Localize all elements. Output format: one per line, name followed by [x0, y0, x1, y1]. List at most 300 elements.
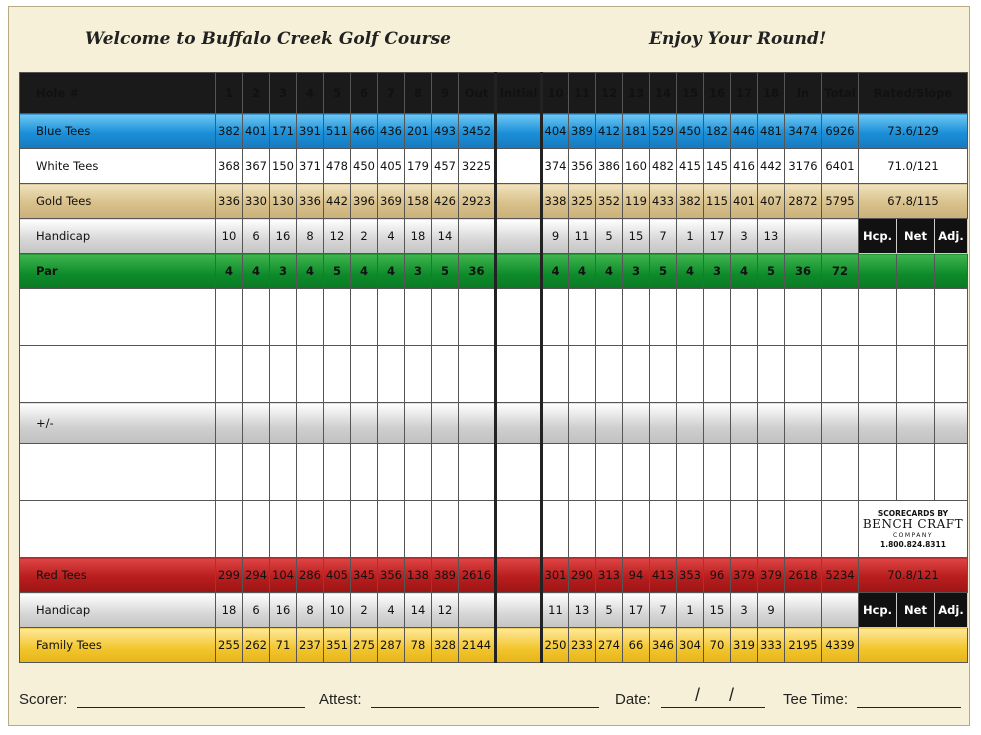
- score-cell[interactable]: [351, 289, 378, 346]
- score-cell[interactable]: [405, 444, 432, 501]
- tee-time-line[interactable]: [857, 707, 961, 708]
- score-cell[interactable]: [405, 501, 432, 558]
- gold-tees-row: [20, 184, 968, 219]
- welcome-title: Welcome to Buffalo Creek Golf Course: [85, 29, 451, 49]
- front-value: 345: [351, 558, 378, 593]
- score-cell[interactable]: [542, 289, 569, 346]
- score-cell[interactable]: [935, 289, 968, 346]
- score-cell[interactable]: [859, 403, 897, 444]
- score-cell[interactable]: [935, 346, 968, 403]
- tee-time-label: Tee Time:: [783, 691, 849, 708]
- plus-minus-row: [20, 403, 968, 444]
- front-value: 3: [405, 254, 432, 289]
- score-cell[interactable]: [432, 444, 459, 501]
- back-value: 13: [569, 593, 596, 628]
- back-value: 181: [623, 114, 650, 149]
- hole-number: 16: [704, 73, 731, 114]
- hole-number: 14: [650, 73, 677, 114]
- total-value: 5795: [822, 184, 859, 219]
- score-cell[interactable]: [677, 501, 704, 558]
- score-cell[interactable]: [243, 501, 270, 558]
- back-value: 1: [677, 219, 704, 254]
- score-cell[interactable]: [859, 289, 897, 346]
- scorer-label: Scorer:: [19, 691, 68, 708]
- score-cell[interactable]: [897, 254, 935, 289]
- front-value: 3: [270, 254, 297, 289]
- front-value: 138: [405, 558, 432, 593]
- back-value: 407: [758, 184, 785, 219]
- adj-box: Adj.: [935, 593, 968, 628]
- score-cell[interactable]: [650, 444, 677, 501]
- front-value: 130: [270, 184, 297, 219]
- player-name-cell[interactable]: [20, 289, 216, 346]
- in-value: [785, 219, 822, 254]
- score-cell[interactable]: [758, 289, 785, 346]
- front-value: 4: [216, 254, 243, 289]
- score-cell[interactable]: [596, 501, 623, 558]
- total-score-cell[interactable]: [822, 289, 859, 346]
- back-value: 386: [596, 149, 623, 184]
- row-label: Gold Tees: [20, 184, 216, 219]
- back-value: 119: [623, 184, 650, 219]
- hole-label: Hole #: [20, 73, 216, 114]
- score-cell[interactable]: [324, 289, 351, 346]
- out-score-cell[interactable]: [459, 403, 496, 444]
- initial-cell[interactable]: [496, 254, 542, 289]
- score-cell[interactable]: [704, 289, 731, 346]
- player-name-cell[interactable]: [20, 501, 216, 558]
- score-cell[interactable]: [270, 501, 297, 558]
- score-cell[interactable]: [270, 403, 297, 444]
- score-cell[interactable]: [758, 403, 785, 444]
- score-cell[interactable]: [542, 403, 569, 444]
- score-cell[interactable]: [731, 501, 758, 558]
- score-cell[interactable]: [650, 346, 677, 403]
- adj-box: Adj.: [935, 219, 968, 254]
- handicap-row: [20, 219, 968, 254]
- scorecard: [8, 6, 970, 726]
- score-cell[interactable]: [405, 346, 432, 403]
- score-cell[interactable]: [677, 289, 704, 346]
- out-score-cell[interactable]: [459, 289, 496, 346]
- back-value: 15: [704, 593, 731, 628]
- hole-number: 15: [677, 73, 704, 114]
- front-value: 389: [432, 558, 459, 593]
- score-cell[interactable]: [270, 444, 297, 501]
- front-value: 201: [405, 114, 432, 149]
- hole-number-row: [20, 73, 968, 114]
- back-value: 325: [569, 184, 596, 219]
- front-value: 18: [405, 219, 432, 254]
- score-cell[interactable]: [270, 289, 297, 346]
- initial-cell[interactable]: [496, 444, 542, 501]
- score-cell[interactable]: [859, 254, 897, 289]
- score-cell[interactable]: [897, 346, 935, 403]
- back-value: 3: [731, 219, 758, 254]
- initial-cell[interactable]: [496, 219, 542, 254]
- total-value: 4339: [822, 628, 859, 663]
- score-cell[interactable]: [243, 289, 270, 346]
- date-slash-2: /: [729, 685, 735, 705]
- score-cell[interactable]: [297, 403, 324, 444]
- initial-cell[interactable]: [496, 184, 542, 219]
- score-cell[interactable]: [859, 346, 897, 403]
- total-score-cell[interactable]: [822, 403, 859, 444]
- score-cell[interactable]: [243, 444, 270, 501]
- score-cell[interactable]: [216, 403, 243, 444]
- attest-line[interactable]: [371, 707, 599, 708]
- score-cell[interactable]: [704, 501, 731, 558]
- score-cell[interactable]: [569, 403, 596, 444]
- score-cell[interactable]: [378, 444, 405, 501]
- back-value: 301: [542, 558, 569, 593]
- white-tees-row: [20, 149, 968, 184]
- score-cell[interactable]: [731, 403, 758, 444]
- score-cell[interactable]: [897, 289, 935, 346]
- front-value: 4: [351, 254, 378, 289]
- out-value: 3225: [459, 149, 496, 184]
- promo-line-3: COMPANY: [892, 532, 934, 539]
- score-cell[interactable]: [569, 444, 596, 501]
- back-value: 389: [569, 114, 596, 149]
- hole-number: 10: [542, 73, 569, 114]
- date-label: Date:: [615, 691, 651, 708]
- front-value: 336: [216, 184, 243, 219]
- score-cell[interactable]: [623, 403, 650, 444]
- score-cell[interactable]: [405, 289, 432, 346]
- back-value: 433: [650, 184, 677, 219]
- front-value: 466: [351, 114, 378, 149]
- initial-cell[interactable]: [496, 593, 542, 628]
- front-value: 8: [297, 219, 324, 254]
- rating-slope-value: 73.6/129: [859, 114, 968, 149]
- front-value: 12: [432, 593, 459, 628]
- front-value: 371: [297, 149, 324, 184]
- player-name-cell[interactable]: [20, 346, 216, 403]
- total-value: 5234: [822, 558, 859, 593]
- score-cell[interactable]: [569, 346, 596, 403]
- score-cell[interactable]: [859, 444, 897, 501]
- front-value: 179: [405, 149, 432, 184]
- front-value: 511: [324, 114, 351, 149]
- front-value: 262: [243, 628, 270, 663]
- hole-number: 7: [378, 73, 405, 114]
- front-value: 4: [243, 254, 270, 289]
- scorer-line[interactable]: [77, 707, 305, 708]
- score-cell[interactable]: [216, 289, 243, 346]
- out-value: [459, 593, 496, 628]
- score-cell[interactable]: [650, 403, 677, 444]
- total-score-cell[interactable]: [822, 501, 859, 558]
- out-score-cell[interactable]: [459, 444, 496, 501]
- score-cell[interactable]: [623, 289, 650, 346]
- rated-slope-label: Rated/Slope: [859, 73, 968, 114]
- score-cell[interactable]: [243, 403, 270, 444]
- front-value: 369: [378, 184, 405, 219]
- score-cell[interactable]: [378, 501, 405, 558]
- front-value: 4: [297, 254, 324, 289]
- back-value: 96: [704, 558, 731, 593]
- score-cell[interactable]: [542, 444, 569, 501]
- back-value: 4: [596, 254, 623, 289]
- in-value: 2872: [785, 184, 822, 219]
- net-box: Net: [897, 219, 935, 254]
- front-value: 299: [216, 558, 243, 593]
- out-value: 2144: [459, 628, 496, 663]
- row-label: Handicap: [20, 593, 216, 628]
- initial-cell[interactable]: [496, 114, 542, 149]
- front-value: 4: [378, 254, 405, 289]
- benchcraft-promo: [859, 501, 968, 558]
- score-cell[interactable]: [731, 444, 758, 501]
- score-cell[interactable]: [351, 501, 378, 558]
- score-cell[interactable]: [650, 289, 677, 346]
- back-value: 5: [596, 219, 623, 254]
- front-value: 14: [405, 593, 432, 628]
- score-cell[interactable]: [935, 254, 968, 289]
- out-score-cell[interactable]: [459, 346, 496, 403]
- front-value: 450: [351, 149, 378, 184]
- score-cell[interactable]: [731, 289, 758, 346]
- score-cell[interactable]: [432, 501, 459, 558]
- score-cell[interactable]: [731, 346, 758, 403]
- in-label: In: [785, 73, 822, 114]
- score-cell[interactable]: [297, 501, 324, 558]
- back-value: 415: [677, 149, 704, 184]
- front-value: 401: [243, 114, 270, 149]
- in-score-cell[interactable]: [785, 501, 822, 558]
- score-cell[interactable]: [758, 501, 785, 558]
- back-value: 15: [623, 219, 650, 254]
- hole-number: 5: [324, 73, 351, 114]
- front-value: 442: [324, 184, 351, 219]
- total-score-cell[interactable]: [822, 444, 859, 501]
- score-cell[interactable]: [297, 444, 324, 501]
- score-cell[interactable]: [216, 346, 243, 403]
- front-value: 396: [351, 184, 378, 219]
- score-cell[interactable]: [596, 346, 623, 403]
- back-value: 13: [758, 219, 785, 254]
- score-cell[interactable]: [596, 289, 623, 346]
- score-cell[interactable]: [324, 444, 351, 501]
- back-value: 450: [677, 114, 704, 149]
- back-value: 382: [677, 184, 704, 219]
- score-cell[interactable]: [432, 346, 459, 403]
- score-cell[interactable]: [623, 501, 650, 558]
- in-score-cell[interactable]: [785, 289, 822, 346]
- front-value: 5: [324, 254, 351, 289]
- out-value: 2616: [459, 558, 496, 593]
- front-value: 171: [270, 114, 297, 149]
- score-cell[interactable]: [297, 346, 324, 403]
- total-value: [822, 593, 859, 628]
- back-value: 446: [731, 114, 758, 149]
- score-cell[interactable]: [324, 403, 351, 444]
- front-value: 71: [270, 628, 297, 663]
- date-line[interactable]: [661, 707, 765, 708]
- enjoy-title: Enjoy Your Round!: [649, 29, 827, 49]
- score-cell[interactable]: [324, 501, 351, 558]
- score-cell[interactable]: [351, 403, 378, 444]
- scorecard-table: [19, 72, 968, 663]
- score-cell[interactable]: [432, 403, 459, 444]
- total-label: Total: [822, 73, 859, 114]
- front-value: 405: [378, 149, 405, 184]
- back-value: 5: [596, 593, 623, 628]
- front-value: 8: [297, 593, 324, 628]
- back-value: 4: [569, 254, 596, 289]
- front-value: 287: [378, 628, 405, 663]
- out-score-cell[interactable]: [459, 501, 496, 558]
- back-value: 17: [704, 219, 731, 254]
- front-value: 10: [216, 219, 243, 254]
- hcp-box: Hcp.: [859, 219, 897, 254]
- score-cell[interactable]: [704, 403, 731, 444]
- back-value: 4: [677, 254, 704, 289]
- score-cell[interactable]: [432, 289, 459, 346]
- score-cell[interactable]: [935, 403, 968, 444]
- front-value: 78: [405, 628, 432, 663]
- front-value: 14: [432, 219, 459, 254]
- initial-cell[interactable]: [496, 628, 542, 663]
- score-cell[interactable]: [623, 346, 650, 403]
- score-cell[interactable]: [650, 501, 677, 558]
- player-row: [20, 444, 968, 501]
- initial-cell[interactable]: [496, 289, 542, 346]
- score-cell[interactable]: [704, 444, 731, 501]
- handicap-row-women: [20, 593, 968, 628]
- back-value: 160: [623, 149, 650, 184]
- in-value: 2195: [785, 628, 822, 663]
- front-value: 286: [297, 558, 324, 593]
- in-score-cell[interactable]: [785, 403, 822, 444]
- total-score-cell[interactable]: [822, 346, 859, 403]
- score-cell[interactable]: [677, 444, 704, 501]
- score-cell[interactable]: [243, 346, 270, 403]
- front-value: 150: [270, 149, 297, 184]
- score-cell[interactable]: [758, 444, 785, 501]
- back-value: 3: [704, 254, 731, 289]
- net-box: Net: [897, 593, 935, 628]
- row-label: Family Tees: [20, 628, 216, 663]
- rating-slope-value: [859, 628, 968, 663]
- score-cell[interactable]: [351, 444, 378, 501]
- rating-slope-value: 70.8/121: [859, 558, 968, 593]
- initial-cell[interactable]: [496, 501, 542, 558]
- back-value: 66: [623, 628, 650, 663]
- front-value: 328: [432, 628, 459, 663]
- score-cell[interactable]: [897, 444, 935, 501]
- score-cell[interactable]: [378, 346, 405, 403]
- front-value: 18: [216, 593, 243, 628]
- initial-cell[interactable]: [496, 149, 542, 184]
- back-value: 5: [650, 254, 677, 289]
- score-cell[interactable]: [542, 346, 569, 403]
- front-value: 12: [324, 219, 351, 254]
- front-value: 2: [351, 593, 378, 628]
- score-cell[interactable]: [216, 444, 243, 501]
- score-cell[interactable]: [897, 403, 935, 444]
- front-value: 5: [432, 254, 459, 289]
- hole-number: 1: [216, 73, 243, 114]
- back-value: 70: [704, 628, 731, 663]
- hole-number: 11: [569, 73, 596, 114]
- score-cell[interactable]: [623, 444, 650, 501]
- score-cell[interactable]: [542, 501, 569, 558]
- score-cell[interactable]: [677, 403, 704, 444]
- back-value: 374: [542, 149, 569, 184]
- back-value: 412: [596, 114, 623, 149]
- in-score-cell[interactable]: [785, 346, 822, 403]
- back-value: 1: [677, 593, 704, 628]
- back-value: 3: [731, 593, 758, 628]
- back-value: 250: [542, 628, 569, 663]
- in-score-cell[interactable]: [785, 444, 822, 501]
- back-value: 379: [758, 558, 785, 593]
- score-cell[interactable]: [378, 403, 405, 444]
- front-value: 275: [351, 628, 378, 663]
- back-value: 442: [758, 149, 785, 184]
- initial-cell[interactable]: [496, 558, 542, 593]
- out-value: 36: [459, 254, 496, 289]
- red-tees-row: [20, 558, 968, 593]
- back-value: 290: [569, 558, 596, 593]
- par-row: [20, 254, 968, 289]
- score-cell[interactable]: [270, 346, 297, 403]
- front-value: 4: [378, 219, 405, 254]
- front-value: 356: [378, 558, 405, 593]
- initial-cell[interactable]: [496, 403, 542, 444]
- back-value: 481: [758, 114, 785, 149]
- rating-slope-value: 67.8/115: [859, 184, 968, 219]
- score-cell[interactable]: [596, 403, 623, 444]
- front-value: 16: [270, 593, 297, 628]
- back-value: 233: [569, 628, 596, 663]
- score-cell[interactable]: [677, 346, 704, 403]
- score-cell[interactable]: [405, 403, 432, 444]
- back-value: 11: [542, 593, 569, 628]
- score-cell[interactable]: [569, 289, 596, 346]
- back-value: 416: [731, 149, 758, 184]
- score-cell[interactable]: [569, 501, 596, 558]
- score-cell[interactable]: [704, 346, 731, 403]
- out-value: 3452: [459, 114, 496, 149]
- blue-tees-row: [20, 114, 968, 149]
- back-value: 379: [731, 558, 758, 593]
- front-value: 368: [216, 149, 243, 184]
- score-cell[interactable]: [596, 444, 623, 501]
- score-cell[interactable]: [324, 346, 351, 403]
- front-value: 104: [270, 558, 297, 593]
- score-cell[interactable]: [378, 289, 405, 346]
- score-cell[interactable]: [758, 346, 785, 403]
- back-value: 4: [542, 254, 569, 289]
- score-cell[interactable]: [935, 444, 968, 501]
- score-cell[interactable]: [351, 346, 378, 403]
- front-value: 237: [297, 628, 324, 663]
- back-value: 17: [623, 593, 650, 628]
- back-value: 182: [704, 114, 731, 149]
- initial-cell[interactable]: [496, 346, 542, 403]
- score-cell[interactable]: [297, 289, 324, 346]
- back-value: 352: [596, 184, 623, 219]
- front-value: 478: [324, 149, 351, 184]
- hole-number: 12: [596, 73, 623, 114]
- player-name-cell[interactable]: [20, 444, 216, 501]
- score-cell[interactable]: [216, 501, 243, 558]
- front-value: 426: [432, 184, 459, 219]
- in-value: 3474: [785, 114, 822, 149]
